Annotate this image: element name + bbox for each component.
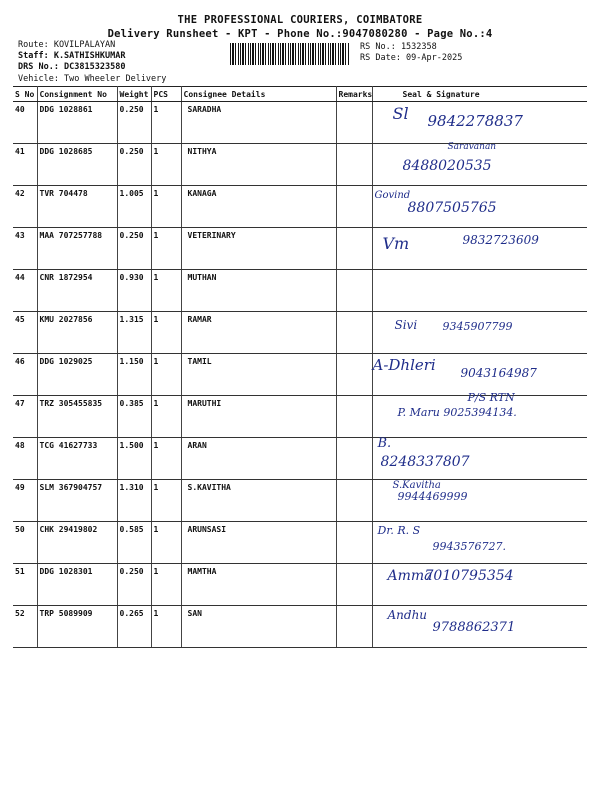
row-remarks — [336, 144, 372, 186]
col-consignment: Consignment No — [37, 87, 117, 102]
table-row — [13, 186, 587, 228]
drs-label: DRS No.: DC3815323580 — [18, 62, 126, 72]
row-weight: 1.315 — [117, 312, 151, 354]
row-consignment-no: KMU 2027856 — [37, 312, 117, 354]
handwritten-phone: 9345907799 — [442, 320, 513, 333]
table-row — [13, 270, 587, 312]
col-weight: Weight — [117, 87, 151, 102]
handwritten-phone: 8488020535 — [402, 158, 492, 174]
row-signature — [372, 480, 587, 522]
row-remarks — [336, 564, 372, 606]
row-pcs: 1 — [151, 354, 181, 396]
row-remarks — [336, 480, 372, 522]
row-signature — [372, 228, 587, 270]
handwritten-name: Vm — [382, 234, 410, 253]
handwritten-name: Andhu — [387, 608, 428, 622]
row-pcs: 1 — [151, 564, 181, 606]
row-consignee: NITHYA — [181, 144, 336, 186]
row-consignment-no: TRP 5089909 — [37, 606, 117, 648]
row-consignee: ARAN — [181, 438, 336, 480]
document-subtitle: Delivery Runsheet - KPT - Phone No.:9047080280 - Page No.:4 — [107, 28, 493, 40]
row-remarks — [336, 354, 372, 396]
handwritten-name: Govind — [374, 190, 411, 201]
row-consignment-no: TRZ 305455835 — [37, 396, 117, 438]
row-consignment-no: DDG 1028861 — [37, 102, 117, 144]
handwritten-phone: 8248337807 — [380, 454, 470, 470]
row-consignment-no: SLM 367904757 — [37, 480, 117, 522]
row-weight: 0.250 — [117, 144, 151, 186]
row-sno: 48 — [13, 438, 37, 480]
table-row — [13, 396, 587, 438]
handwritten-phone: 9788862371 — [432, 620, 516, 635]
row-consignee: MAMTHA — [181, 564, 336, 606]
row-remarks — [336, 312, 372, 354]
row-consignee: VETERINARY — [181, 228, 336, 270]
row-consignee: TAMIL — [181, 354, 336, 396]
handwritten-phone: 9944469999 — [397, 490, 468, 503]
handwritten-phone: P. Maru 9025394134. — [397, 406, 517, 419]
vehicle-label: Vehicle: Two Wheeler Delivery — [18, 74, 167, 84]
row-pcs: 1 — [151, 270, 181, 312]
row-weight: 0.250 — [117, 102, 151, 144]
row-consignee: SARADHA — [181, 102, 336, 144]
row-consignee: RAMAR — [181, 312, 336, 354]
row-pcs: 1 — [151, 102, 181, 144]
table-row — [13, 480, 587, 522]
table-row — [13, 606, 587, 648]
row-consignee: S.KAVITHA — [181, 480, 336, 522]
row-remarks — [336, 186, 372, 228]
row-weight: 0.250 — [117, 228, 151, 270]
row-signature — [372, 270, 587, 312]
col-consignee: Consignee Details — [181, 87, 336, 102]
document-title: THE PROFESSIONAL COURIERS, COIMBATORE — [177, 14, 423, 26]
row-remarks — [336, 270, 372, 312]
row-signature — [372, 312, 587, 354]
row-sno: 47 — [13, 396, 37, 438]
table-row — [13, 438, 587, 480]
col-signature: Seal & Signature — [372, 87, 587, 102]
col-sno: S No — [13, 87, 37, 102]
table-row — [13, 228, 587, 270]
row-consignee: ARUNSASI — [181, 522, 336, 564]
row-pcs: 1 — [151, 396, 181, 438]
runsheet-meta-left — [18, 40, 125, 73]
table-row — [13, 102, 587, 144]
row-pcs: 1 — [151, 186, 181, 228]
row-sno: 44 — [13, 270, 37, 312]
row-weight: 0.250 — [117, 564, 151, 606]
runsheet-meta-right — [360, 42, 462, 64]
table-row — [13, 522, 587, 564]
row-weight: 1.005 — [117, 186, 151, 228]
row-sno: 42 — [13, 186, 37, 228]
row-signature — [372, 564, 587, 606]
row-consignee: SAN — [181, 606, 336, 648]
handwritten-name: B. — [377, 436, 392, 451]
handwritten-name: Sivi — [394, 318, 418, 332]
row-pcs: 1 — [151, 480, 181, 522]
row-sno: 52 — [13, 606, 37, 648]
row-pcs: 1 — [151, 522, 181, 564]
table-row — [13, 144, 587, 186]
handwritten-name: Saravanan — [447, 142, 497, 152]
route-label: Route: KOVILPALAYAN — [18, 40, 116, 50]
row-consignment-no: CNR 1872954 — [37, 270, 117, 312]
handwritten-name: Dr. R. S — [377, 524, 421, 537]
row-remarks — [336, 522, 372, 564]
row-consignment-no: DDG 1028301 — [37, 564, 117, 606]
col-remarks: Remarks — [336, 87, 372, 102]
table-header-row — [13, 87, 587, 102]
row-remarks — [336, 102, 372, 144]
row-signature — [372, 186, 587, 228]
row-consignment-no: TVR 704478 — [37, 186, 117, 228]
row-consignee: MUTHAN — [181, 270, 336, 312]
row-sno: 45 — [13, 312, 37, 354]
row-weight: 0.265 — [117, 606, 151, 648]
rs-number: RS No.: 1532358 — [360, 42, 437, 52]
col-pcs: PCS — [151, 87, 181, 102]
table-row — [13, 354, 587, 396]
row-sno: 49 — [13, 480, 37, 522]
row-sno: 40 — [13, 102, 37, 144]
handwritten-name: P/S RTN — [467, 391, 515, 404]
row-sno: 46 — [13, 354, 37, 396]
row-remarks — [336, 606, 372, 648]
handwritten-phone: 8807505765 — [407, 200, 497, 216]
row-weight: 1.310 — [117, 480, 151, 522]
row-remarks — [336, 228, 372, 270]
rs-date: RS Date: 09-Apr-2025 — [360, 53, 463, 63]
handwritten-name: Amma — [387, 568, 433, 584]
row-pcs: 1 — [151, 228, 181, 270]
row-sno: 50 — [13, 522, 37, 564]
row-weight: 1.150 — [117, 354, 151, 396]
runsheet-table — [13, 86, 587, 648]
row-weight: 0.385 — [117, 396, 151, 438]
handwritten-phone: 9043164987 — [460, 366, 537, 380]
row-consignment-no: TCG 41627733 — [37, 438, 117, 480]
row-signature — [372, 354, 587, 396]
handwritten-phone: 7010795354 — [424, 568, 514, 584]
row-remarks — [336, 438, 372, 480]
table-row — [13, 564, 587, 606]
handwritten-name: A-Dhleri — [372, 356, 436, 374]
handwritten-phone: 9842278837 — [427, 112, 523, 130]
row-pcs: 1 — [151, 606, 181, 648]
handwritten-name: Sl — [392, 104, 409, 123]
row-signature — [372, 144, 587, 186]
row-weight: 0.585 — [117, 522, 151, 564]
row-pcs: 1 — [151, 438, 181, 480]
row-signature — [372, 522, 587, 564]
row-signature — [372, 391, 587, 438]
table-row — [13, 312, 587, 354]
row-consignment-no: DDG 1028685 — [37, 144, 117, 186]
row-consignment-no: MAA 707257788 — [37, 228, 117, 270]
row-signature — [372, 438, 587, 480]
row-consignment-no: DDG 1029025 — [37, 354, 117, 396]
handwritten-phone: 9943576727. — [432, 540, 506, 553]
row-sno: 51 — [13, 564, 37, 606]
row-consignee: KANAGA — [181, 186, 336, 228]
row-consignee: MARUTHI — [181, 396, 336, 438]
row-signature — [372, 102, 587, 144]
row-pcs: 1 — [151, 312, 181, 354]
row-signature — [372, 606, 587, 648]
row-weight: 1.500 — [117, 438, 151, 480]
row-consignment-no: CHK 29419802 — [37, 522, 117, 564]
handwritten-name: S.Kavitha — [392, 480, 441, 491]
row-sno: 41 — [13, 144, 37, 186]
row-remarks — [336, 396, 372, 438]
row-pcs: 1 — [151, 144, 181, 186]
staff-label: Staff: K.SATHISHKUMAR — [18, 51, 126, 61]
barcode-image — [230, 43, 350, 65]
handwritten-phone: 9832723609 — [462, 233, 539, 247]
row-sno: 43 — [13, 228, 37, 270]
row-weight: 0.930 — [117, 270, 151, 312]
